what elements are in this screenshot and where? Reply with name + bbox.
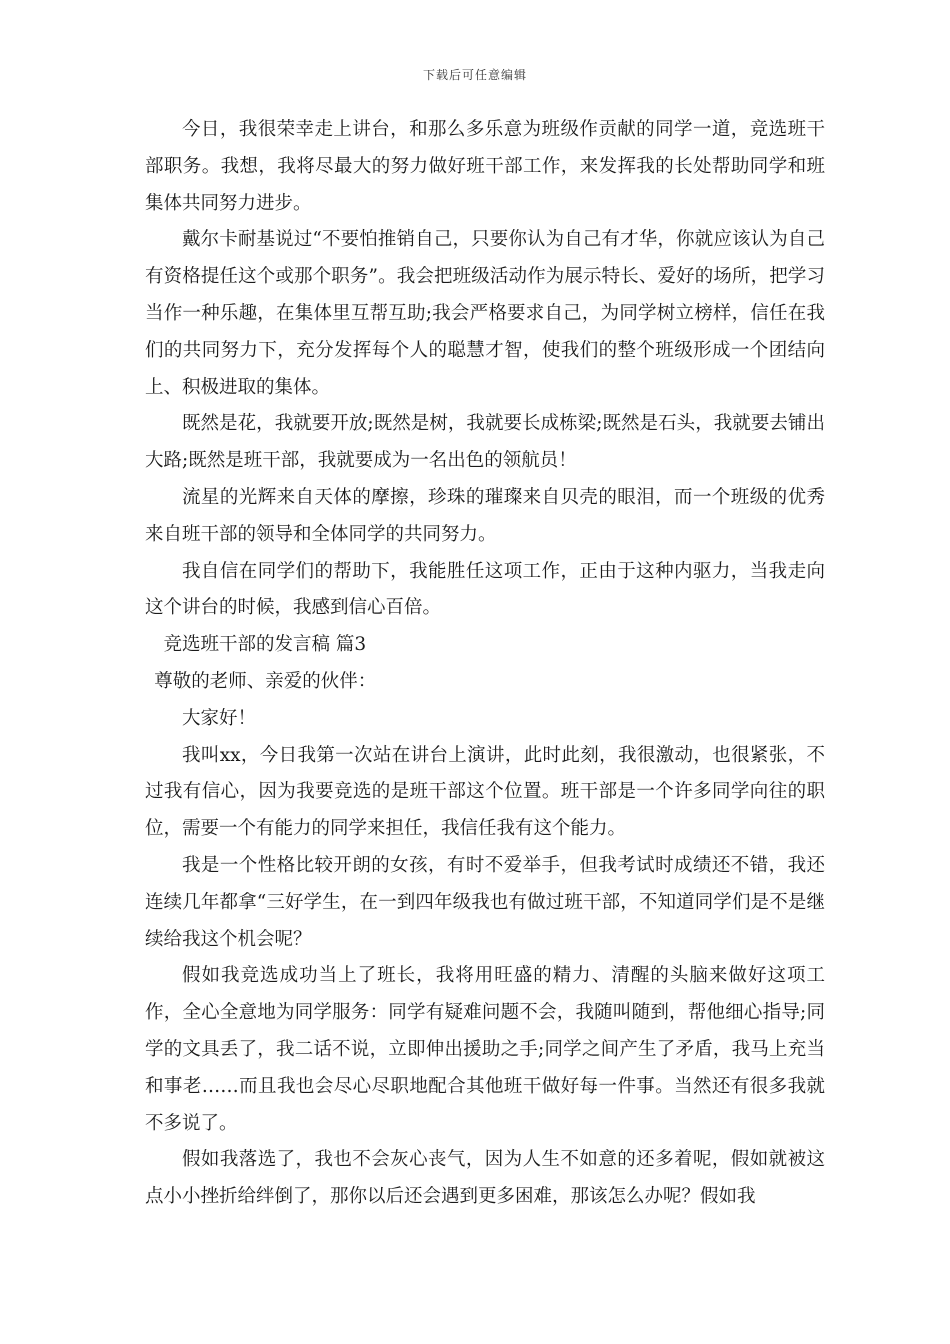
document-body <box>145 112 825 1216</box>
paragraph: 既然是花，我就要开放;既然是树，我就要长成栋梁;既然是石头，我就要去铺出大路;既然是班干部，我就要成为一名出色的领航员！ <box>145 413 825 472</box>
paragraph: 今日，我很荣幸走上讲台，和那么多乐意为班级作贡献的同学一道，竞选班干部职务。我想，我将尽最大的努力做好班干部工作，来发挥我的长处帮助同学和班集体共同努力进步。 <box>145 119 825 214</box>
paragraph: 我叫xx，今日我第一次站在讲台上演讲，此时此刻，我很激动，也很紧张，不过我有信心，因为我要竞选的是班干部这个位置。班干部是一个许多同学向往的职位，需要一个有能力的同学来担任，我信任我有这个能力。 <box>145 744 825 840</box>
paragraph: 假如我落选了，我也不会灰心丧气，因为人生不如意的还多着呢，假如就被这点小小挫折给绊倒了，那你以后还会遇到更多困难，那该怎么办呢？假如我 <box>145 1149 825 1208</box>
salutation: 尊敬的老师、亲爱的伙伴： <box>154 670 377 692</box>
page-header-note: 下载后可任意编辑 <box>422 68 527 82</box>
paragraph: 假如我竞选成功当上了班长，我将用旺盛的精力、清醒的头脑来做好这项工作，全心全意地为同学服务：同学有疑难问题不会，我随叫随到，帮他细心指导;同学的文具丢了，我二话不说，立即伸出援助之手;同学之间产生了矛盾，我马上充当和事老……而且我也会尽心尽职地配合其他班干做好每一件事。当然还有很多我就不多说了。 <box>145 965 825 1134</box>
paragraph: 戴尔卡耐基说过“不要怕推销自己，只要你认为自己有才华，你就应该认为自己有资格提任这个或那个职务”。我会把班级活动作为展示特长、爱好的场所，把学习当作一种乐趣，在集体里互帮互助;我会严格要求自己，为同学树立榜样，信任在我们的共同努力下，充分发挥每个人的聪慧才智，使我们的整个班级形成一个团结向上、积极进取的集体。 <box>145 229 825 398</box>
paragraph: 流星的光辉来自天体的摩擦，珍珠的璀璨来自贝壳的眼泪，而一个班级的优秀来自班干部的领导和全体同学的共同努力。 <box>145 486 825 545</box>
section-title: 竞选班干部的发言稿 篇3 <box>163 634 367 656</box>
paragraph: 我是一个性格比较开朗的女孩，有时不爱举手，但我考试时成绩还不错，我还连续几年都拿“三好学生，在一到四年级我也有做过班干部，不知道同学们是不是继续给我这个机会呢？ <box>145 854 825 950</box>
greeting: 大家好！ <box>182 707 257 729</box>
paragraph: 我自信在同学们的帮助下，我能胜任这项工作，正由于这种内驱力，当我走向这个讲台的时候，我感到信心百倍。 <box>145 560 825 619</box>
